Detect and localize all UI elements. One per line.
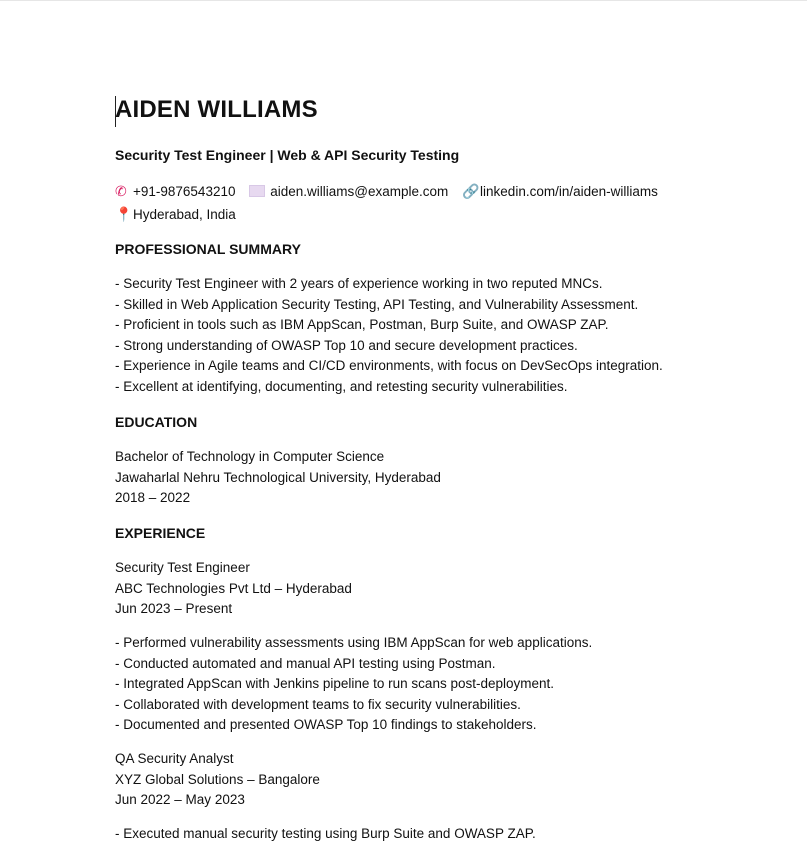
education-heading: EDUCATION [115,414,198,430]
job-title: Security Test Engineer [115,560,250,575]
education-university: Jawaharlal Nehru Technological University, Hyderabad [115,469,441,485]
job-bullet: - Executed manual security testing using Burp Suite and OWASP ZAP. [115,826,536,841]
phone-icon: ✆ [115,183,127,199]
contact-location: 📍Hyderabad, India [115,206,236,222]
contact-linkedin[interactable]: 🔗linkedin.com/in/aiden-williams [462,183,658,199]
summary-line: - Excellent at identifying, documenting, and retesting security vulnerabilities. [115,378,568,394]
job-company: XYZ Global Solutions – Bangalore [115,771,320,787]
experience-heading: EXPERIENCE [115,525,206,541]
contact-line-2 [115,206,246,223]
page-top-border [0,0,807,1]
education-block [115,447,441,509]
candidate-subtitle: Security Test Engineer | Web & API Security Testing [115,147,460,163]
education-degree: Bachelor of Technology in Computer Science [115,449,385,464]
summary-heading: PROFESSIONAL SUMMARY [115,241,301,257]
job-bullet: - Integrated AppScan with Jenkins pipeline to run scans post-deployment. [115,676,555,692]
job-1-bullets [115,633,592,736]
summary-line: - Strong understanding of OWASP Top 10 and secure development practices. [115,337,578,353]
job-bullet: - Conducted automated and manual API testing using Postman. [115,655,496,671]
summary-line: - Experience in Agile teams and CI/CD environments, with focus on DevSecOps integration. [115,358,663,374]
contact-line-1 [115,183,668,200]
job-company: ABC Technologies Pvt Ltd – Hyderabad [115,580,352,596]
education-years: 2018 – 2022 [115,490,191,506]
summary-line: - Proficient in tools such as IBM AppScan, Postman, Burp Suite, and OWASP ZAP. [115,317,609,333]
job-2-header [115,749,320,811]
candidate-name: AIDEN WILLIAMS [115,96,318,123]
job-dates: Jun 2022 – May 2023 [115,792,245,808]
job-2-bullets [115,824,536,845]
envelope-icon [249,185,265,197]
summary-line: - Security Test Engineer with 2 years of experience working in two reputed MNCs. [115,276,603,291]
job-bullet: - Collaborated with development teams to fix security vulnerabilities. [115,696,521,712]
pin-icon: 📍 [115,206,133,222]
contact-email[interactable]: aiden.williams@example.com [249,184,448,199]
job-bullet: - Documented and presented OWASP Top 10 findings to stakeholders. [115,717,537,733]
job-bullet: - Performed vulnerability assessments using IBM AppScan for web applications. [115,635,593,650]
link-icon: 🔗 [462,183,480,199]
job-dates: Jun 2023 – Present [115,601,233,617]
job-1-header [115,558,352,620]
contact-phone: ✆ +91-9876543210 [115,183,236,199]
summary-line: - Skilled in Web Application Security Testing, API Testing, and Vulnerability Assessment. [115,296,639,312]
summary-list [115,274,663,398]
job-title: QA Security Analyst [115,751,234,766]
